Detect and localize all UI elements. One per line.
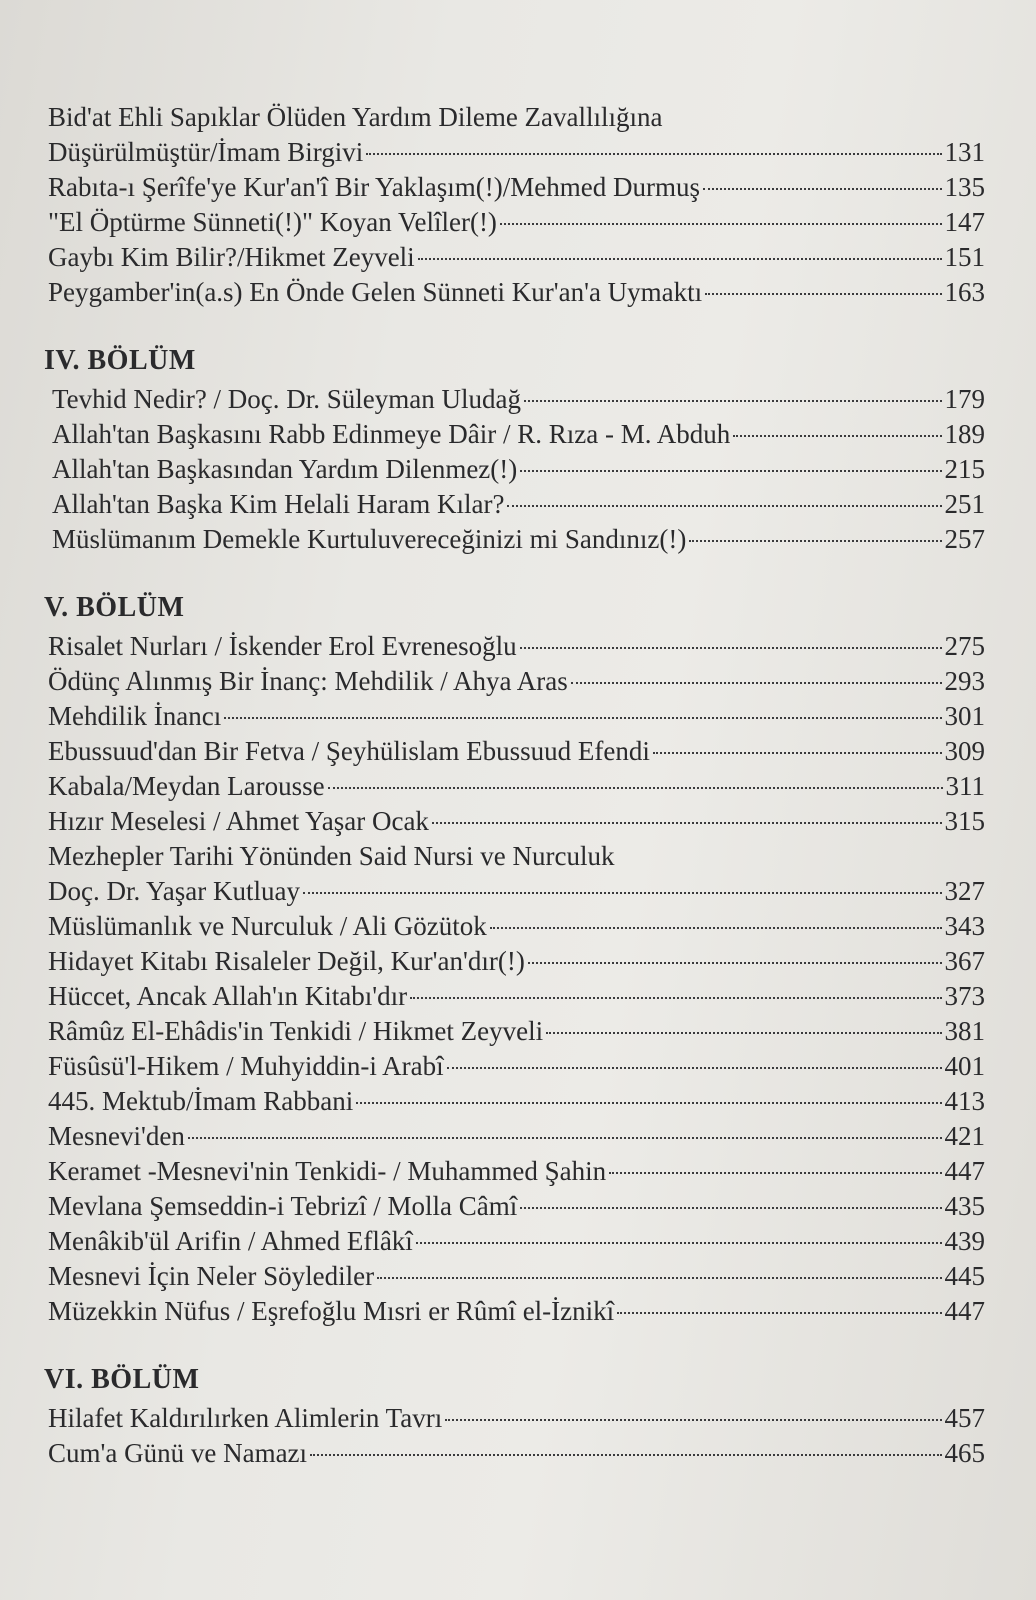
dot-leader — [528, 962, 942, 964]
toc-entry — [30, 1014, 985, 1049]
page-number: 401 — [944, 1051, 985, 1081]
entry-title: Allah'tan Başkasını Rabb Edinmeye Dâir / R. Rıza - M. Abduh — [52, 419, 731, 449]
dot-leader — [366, 153, 941, 155]
page-number: 457 — [944, 1403, 985, 1433]
page-number: 309 — [944, 736, 985, 766]
dot-leader — [703, 188, 942, 190]
entry-title: Hilafet Kaldırılırken Alimlerin Tavrı — [48, 1403, 443, 1433]
dot-leader — [500, 223, 942, 225]
toc-entry — [30, 1049, 985, 1084]
entry-title: Doç. Dr. Yaşar Kutluay — [48, 876, 300, 906]
toc-entry — [30, 629, 985, 664]
page-number: 447 — [944, 1296, 985, 1326]
toc-entry — [30, 1084, 985, 1119]
page-number: 311 — [945, 771, 985, 801]
dot-leader — [571, 682, 942, 684]
toc-entry — [30, 734, 985, 769]
dot-leader — [490, 927, 942, 929]
page-number: 151 — [944, 242, 985, 272]
dot-leader — [418, 258, 942, 260]
entry-title: Müzekkin Nüfus / Eşrefoğlu Mısri er Rûmî el-İznikî — [48, 1296, 615, 1326]
entry-title: Ebussuud'dan Bir Fetva / Şeyhülislam Ebussuud Efendi — [48, 736, 650, 766]
page-number: 163 — [944, 277, 985, 307]
entry-title: Bid'at Ehli Sapıklar Ölüden Yardım Dileme Zavallılığına — [48, 102, 663, 132]
entry-title: Tevhid Nedir? / Doç. Dr. Süleyman Uludağ — [52, 384, 522, 414]
dot-leader — [410, 997, 941, 999]
entry-title: Kabala/Meydan Larousse — [48, 771, 325, 801]
page-number: 327 — [944, 876, 985, 906]
toc-entry — [30, 909, 985, 944]
entry-title: Müslümanım Demekle Kurtuluvereceğinizi mi Sandınız(!) — [52, 524, 687, 554]
entry-title: Peygamber'in(a.s) En Önde Gelen Sünneti Kur'an'a Uymaktı — [48, 277, 703, 307]
toc-entry — [30, 1119, 985, 1154]
entry-title: Mesnevi'den — [48, 1121, 185, 1151]
entry-title: Düşürülmüştür/İmam Birgivi — [48, 137, 364, 167]
dot-leader — [310, 1454, 941, 1456]
toc-entry — [30, 382, 985, 417]
toc-entry — [30, 452, 985, 487]
dot-leader — [432, 822, 942, 824]
entry-title: Müslümanlık ve Nurculuk / Ali Gözütok — [48, 911, 487, 941]
entry-title: "El Öptürme Sünneti(!)" Koyan Velîler(!) — [48, 207, 497, 237]
toc-entry — [30, 240, 985, 275]
dot-leader — [188, 1137, 942, 1139]
section-title: VI. BÖLÜM — [44, 1364, 200, 1395]
toc-entry — [30, 769, 985, 804]
toc-entry — [30, 1224, 985, 1259]
toc-entry — [30, 170, 985, 205]
page-number: 421 — [944, 1121, 985, 1151]
page-number: 275 — [944, 631, 985, 661]
dot-leader — [328, 787, 943, 789]
entry-title: Cum'a Günü ve Namazı — [48, 1438, 308, 1468]
page-number: 131 — [944, 137, 985, 167]
dot-leader — [520, 647, 942, 649]
dot-leader — [733, 435, 941, 437]
dot-leader — [224, 717, 941, 719]
page-number: 343 — [944, 911, 985, 941]
toc-entry — [30, 275, 985, 310]
dot-leader — [689, 540, 941, 542]
dot-leader — [416, 1242, 942, 1244]
toc-section — [30, 344, 985, 557]
toc-entry — [30, 135, 985, 170]
toc-entry — [30, 1259, 985, 1294]
dot-leader — [546, 1032, 941, 1034]
dot-leader — [653, 752, 942, 754]
toc-entry — [30, 522, 985, 557]
dot-leader — [705, 293, 941, 295]
toc-entry — [30, 1436, 985, 1471]
entry-title: 445. Mektub/İmam Rabbani — [48, 1086, 354, 1116]
page-number: 189 — [944, 419, 985, 449]
entry-title: Mezhepler Tarihi Yönünden Said Nursi ve Nurculuk — [48, 841, 615, 871]
dot-leader — [356, 1102, 941, 1104]
page-number: 381 — [944, 1016, 985, 1046]
toc-entry — [30, 874, 985, 909]
dot-leader — [617, 1312, 941, 1314]
page-number: 147 — [944, 207, 985, 237]
page-number: 257 — [944, 524, 985, 554]
page-number: 179 — [944, 384, 985, 414]
dot-leader — [524, 400, 941, 402]
page-number: 445 — [944, 1261, 985, 1291]
section-title: V. BÖLÜM — [44, 592, 185, 623]
entry-title: Hüccet, Ancak Allah'ın Kitabı'dır — [48, 981, 408, 1011]
toc-entry — [30, 699, 985, 734]
dot-leader — [447, 1067, 942, 1069]
toc-entry — [30, 487, 985, 522]
entry-title: Füsûsü'l-Hikem / Muhyiddin-i Arabî — [48, 1051, 444, 1081]
toc-section — [30, 100, 985, 310]
page-number: 373 — [944, 981, 985, 1011]
section-title: IV. BÖLÜM — [44, 345, 196, 376]
entry-title: Allah'tan Başkasından Yardım Dilenmez(!) — [52, 454, 518, 484]
entry-title: Hızır Meselesi / Ahmet Yaşar Ocak — [48, 806, 429, 836]
page-number: 413 — [944, 1086, 985, 1116]
toc-entry — [30, 804, 985, 839]
toc-entry — [30, 664, 985, 699]
entry-title: Hidayet Kitabı Risaleler Değil, Kur'an'dır(!) — [48, 946, 525, 976]
page-number: 439 — [944, 1226, 985, 1256]
entry-title: Mevlana Şemseddin-i Tebrizî / Molla Câmî — [48, 1191, 518, 1221]
toc-entry — [30, 205, 985, 240]
entry-title: Keramet -Mesnevi'nin Tenkidi- / Muhammed Şahin — [48, 1156, 607, 1186]
entry-title: Rabıta-ı Şerîfe'ye Kur'an'î Bir Yaklaşım(!)/Mehmed Durmuş — [48, 172, 700, 202]
page-number: 465 — [944, 1438, 985, 1468]
toc-entry — [30, 944, 985, 979]
dot-leader — [507, 505, 941, 507]
page-number: 447 — [944, 1156, 985, 1186]
dot-leader — [377, 1277, 941, 1279]
toc-entry — [30, 1189, 985, 1224]
toc-entry — [30, 1154, 985, 1189]
entry-title: Mesnevi İçin Neler Söylediler — [48, 1261, 375, 1291]
page-number: 215 — [944, 454, 985, 484]
page-number: 293 — [944, 666, 985, 696]
entry-title: Râmûz El-Ehâdis'in Tenkidi / Hikmet Zeyveli — [48, 1016, 544, 1046]
page-number: 301 — [944, 701, 985, 731]
entry-title: Risalet Nurları / İskender Erol Evrenesoğlu — [48, 631, 517, 661]
entry-title: Menâkib'ül Arifin / Ahmed Eflâkî — [48, 1226, 413, 1256]
page-number: 135 — [944, 172, 985, 202]
table-of-contents — [30, 100, 985, 1505]
toc-entry — [30, 1401, 985, 1436]
page-number: 367 — [944, 946, 985, 976]
toc-entry — [30, 979, 985, 1014]
toc-section — [30, 591, 985, 1329]
page-number: 251 — [944, 489, 985, 519]
dot-leader — [609, 1172, 941, 1174]
entry-title: Allah'tan Başka Kim Helali Haram Kılar? — [52, 489, 505, 519]
toc-entry — [30, 100, 985, 135]
toc-entry — [30, 1294, 985, 1329]
toc-entry — [30, 417, 985, 452]
entry-title: Gaybı Kim Bilir?/Hikmet Zeyveli — [48, 242, 415, 272]
toc-section — [30, 1363, 985, 1471]
page-number: 315 — [944, 806, 985, 836]
toc-entry — [30, 839, 985, 874]
dot-leader — [520, 470, 941, 472]
entry-title: Mehdilik İnancı — [48, 701, 222, 731]
entry-title: Ödünç Alınmış Bir İnanç: Mehdilik / Ahya Aras — [48, 666, 568, 696]
page-number: 435 — [944, 1191, 985, 1221]
dot-leader — [303, 892, 942, 894]
dot-leader — [520, 1207, 941, 1209]
dot-leader — [445, 1419, 941, 1421]
